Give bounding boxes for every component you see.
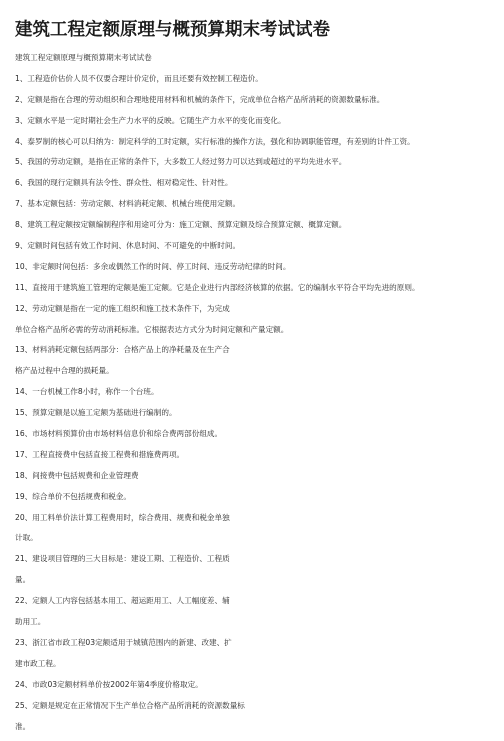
text-line: 7、基本定额包括：劳动定额、材料消耗定额、机械台班使用定额。 — [15, 199, 241, 209]
text-line: 单位合格产品所必需的劳动消耗标准。它根据表达方式分为时间定额和产量定额。 — [15, 324, 289, 334]
text-line: 18、间接费中包括规费和企业管理费 — [15, 470, 139, 480]
text-line: 14、一台机械工作8小时，称作一个台班。 — [15, 387, 159, 397]
text-line: 建筑工程定额原理与概预算期末考试试卷 — [15, 53, 152, 62]
text-line: 16、市场材料预算价由市场材料信息价和综合费两部份组成。 — [15, 429, 223, 439]
text-line: 5、我国的劳动定额，是指在正常的条件下，大多数工人经过努力可以达到或超过的平均先进水平。 — [15, 157, 347, 167]
text-line: 23、浙江省市政工程03定额适用于城镇范围内的新建、改建、扩 — [15, 637, 232, 647]
text-line: 格产品过程中合理的损耗量。 — [15, 366, 114, 376]
text-line: 13、材料消耗定额包括两部分：合格产品上的净耗量及在生产合 — [15, 345, 230, 355]
text-line: 22、定额人工内容包括基本用工、超运距用工、人工幅度差、辅 — [15, 596, 230, 606]
text-line: 计取。 — [15, 533, 38, 543]
text-line: 助用工。 — [15, 617, 46, 627]
document-title: 建筑工程定额原理与概预算期末考试试卷 — [15, 20, 330, 40]
text-line: 21、建设项目管理的三大目标是：建设工期、工程造价、工程质 — [15, 554, 230, 564]
text-line: 量。 — [15, 575, 31, 585]
text-line: 24、市政03定额材料单价按2002年第4季度价格取定。 — [15, 679, 203, 689]
text-line: 20、用工料单价法计算工程费用时，综合费用、规费和税金单独 — [15, 512, 230, 522]
text-line: 12、劳动定额是指在一定的施工组织和施工技术条件下，为完成 — [15, 303, 230, 313]
text-line: 10、非定额时间包括：多余或偶然工作的时间、停工时间、违反劳动纪律的时间。 — [15, 261, 291, 271]
text-line: 9、定额时间包括有效工作时间、休息时间、不可避免的中断时间。 — [15, 241, 241, 251]
text-line: 25、定额是规定在正常情况下生产单位合格产品所消耗的资源数量标 — [15, 700, 245, 710]
text-line: 4、泰罗制的核心可以归纳为：制定科学的工时定额，实行标准的操作方法，强化和协调职能管理，有差别的计件工资。 — [15, 136, 415, 146]
text-line: 2、定额是指在合理的劳动组织和合理地使用材料和机械的条件下，完成单位合格产品所消耗的资源数量标准。 — [15, 94, 385, 104]
text-line: 19、综合单价不包括规费和税金。 — [15, 491, 131, 501]
text-line: 8、建筑工程定额按定额编制程序和用途可分为：施工定额、预算定额及综合预算定额、概算定额。 — [15, 220, 347, 230]
text-line: 17、工程直接费中包括直接工程费和措施费两项。 — [15, 449, 185, 459]
text-line: 15、预算定额是以施工定额为基础进行编制的。 — [15, 408, 177, 418]
text-line: 建市政工程。 — [15, 658, 61, 668]
text-line: 准。 — [15, 721, 31, 731]
text-line: 3、定额水平是一定时期社会生产力水平的反映。它随生产力水平的变化而变化。 — [15, 115, 286, 125]
text-line: 11、直接用于建筑施工管理的定额是施工定额。它是企业进行内部经济核算的依据。它的编制水平符合平均先进的原则。 — [15, 282, 420, 292]
text-line: 1、工程造价估价人员不仅要合理计价定价，而且还要有效控制工程造价。 — [15, 73, 263, 83]
document-body — [15, 52, 494, 741]
text-line: 6、我国的现行定额具有法令性、群众性、相对稳定性、针对性。 — [15, 178, 233, 188]
